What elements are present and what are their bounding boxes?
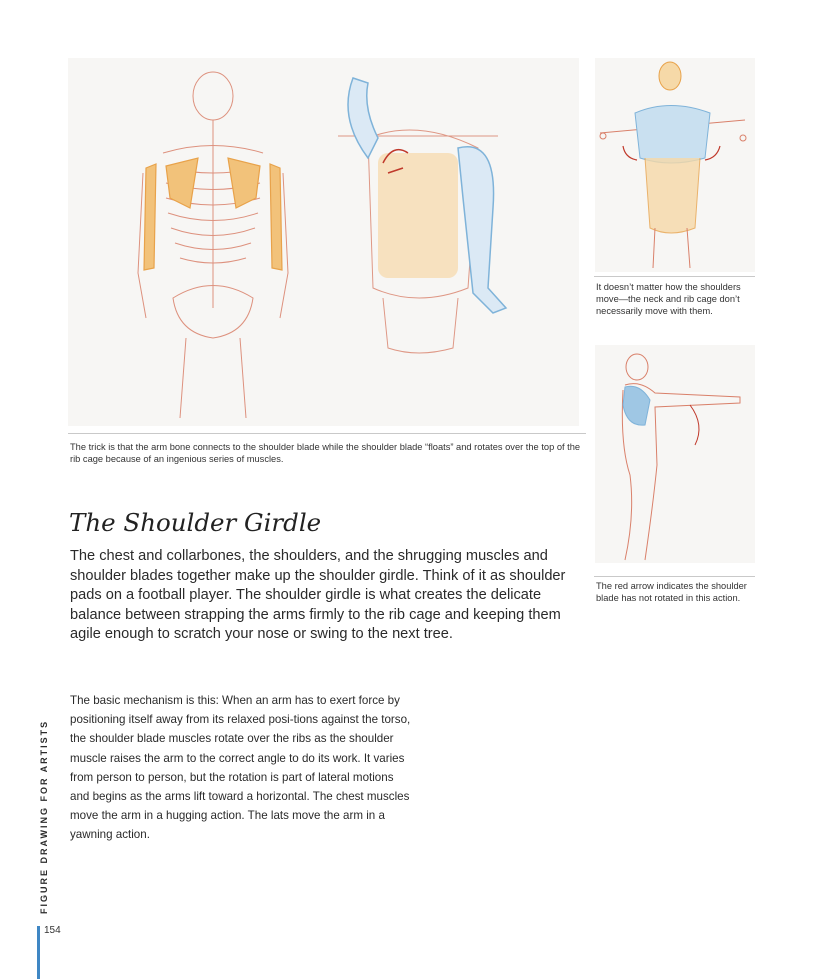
caption-rule [594,276,755,277]
skeleton-drawing [68,58,579,426]
body-paragraph: The basic mechanism is this: When an arm has to exert force by positioning itself away from its relaxed posi-tions against the torso, the shoulder blade muscles rotate over the ribs as the shoulder muscle raises the arm to the correct angle to do its work. It varies from person to person, but the rotation is part of lateral motions and begins as the arms lift toward a horizontal. The chest muscles move the arm in a hugging action. The lats move the arm in a yawning action. [70,694,411,842]
side-pose-illustration [595,345,755,563]
shoulders-figure-caption: It doesn’t matter how the shoulders move—the neck and rib cage don’t necessarily move with them. [596,282,741,316]
lead-paragraph: The chest and collarbones, the shoulders, and the shrugging muscles and shoulder blades together make up the shoulder girdle. Think of it as shoulder pads on a football player. The shoulder girdle is what creates the delicate balance between strapping the arms firmly to the rib cage and keeping them agile enough to scratch your nose or swing to the next tree. [70,548,566,642]
running-head: FIGURE DRAWING FOR ARTISTS [39,719,49,914]
section-heading: The Shoulder Girdle [69,508,322,537]
page-number: 154 [44,925,61,936]
page-marker-bar [37,926,40,979]
main-figure-caption: The trick is that the arm bone connects to the shoulder blade while the shoulder blade “floats” and rotates over the top of the rib cage because of an ingenious series of muscles. [70,442,581,464]
skeleton-illustration [68,58,579,426]
caption-rule [68,433,586,434]
shoulders-illustration [595,58,755,272]
shoulders-drawing [595,58,755,272]
side-pose-drawing [595,345,755,563]
side-figure-caption: The red arrow indicates the shoulder blade has not rotated in this action. [596,581,747,603]
caption-rule [594,576,755,577]
